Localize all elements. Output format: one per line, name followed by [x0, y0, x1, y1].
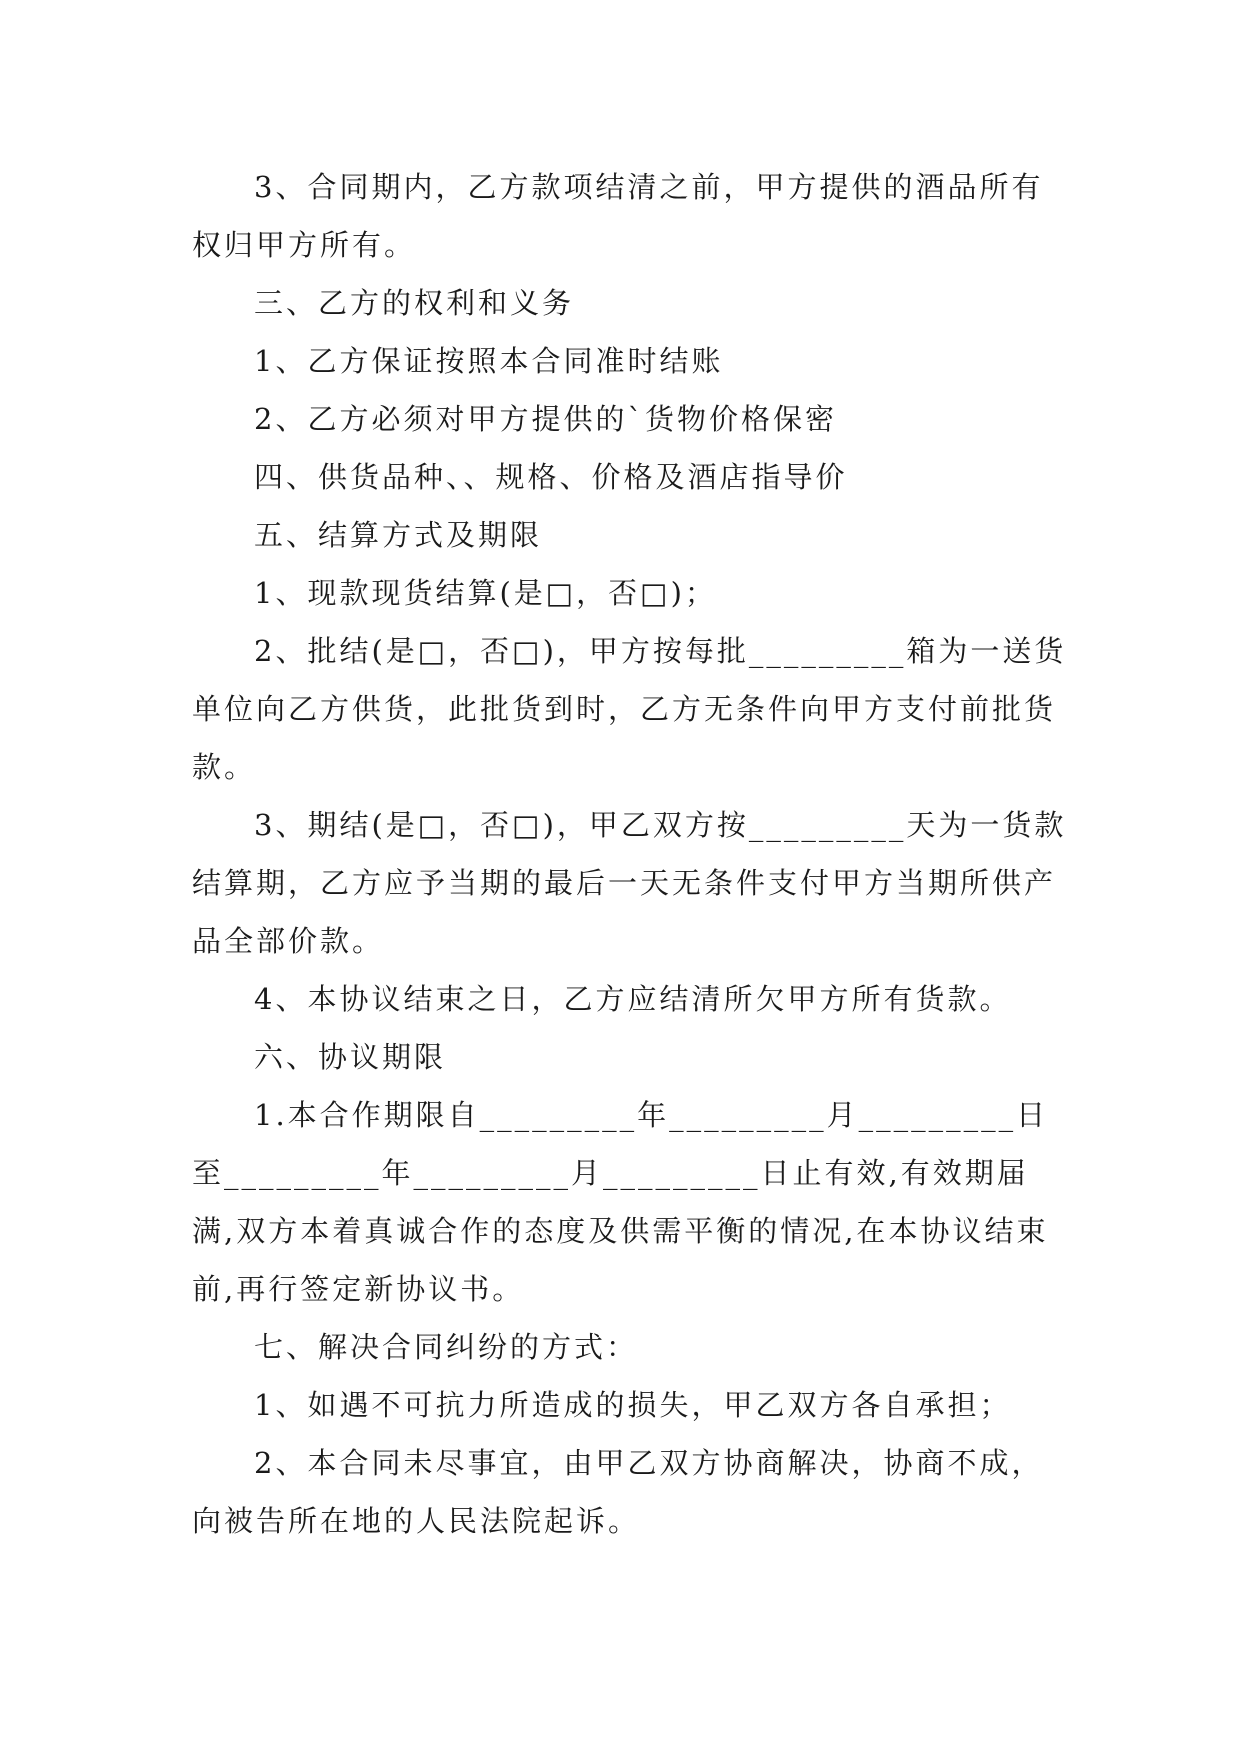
heading-party-b-rights: 三、乙方的权利和义务 — [254, 286, 575, 320]
paragraph-settle-on-time: 1、乙方保证按照本合同准时结账 — [254, 344, 724, 378]
paragraph-batch-settlement: 2、批结(是□，否□)，甲方按每批_________箱为一送货单位向乙方供货，此批货到时，乙方无条件向甲方支付前批货款。 — [192, 634, 1067, 784]
heading-supply-varieties: 四、供货品种、、规格、价格及酒店指导价 — [254, 460, 848, 494]
document-page — [192, 158, 1072, 1550]
paragraph-ownership: 3、合同期内，乙方款项结清之前，甲方提供的酒品所有权归甲方所有。 — [192, 170, 1044, 262]
paragraph-force-majeure: 1、如遇不可抗力所造成的损失，甲乙双方各自承担； — [254, 1388, 1012, 1422]
heading-agreement-term: 六、协议期限 — [254, 1040, 447, 1074]
paragraph-cash-settlement: 1、现款现货结算(是□，否□)； — [254, 576, 717, 610]
heading-settlement: 五、结算方式及期限 — [254, 518, 543, 552]
paragraph-price-confidential: 2、乙方必须对甲方提供的`货物价格保密 — [254, 402, 837, 436]
paragraph-final-settlement: 4、本协议结束之日，乙方应结清所欠甲方所有货款。 — [254, 982, 1012, 1016]
paragraph-period-settlement: 3、期结(是□，否□)，甲乙双方按_________天为一货款结算期，乙方应予当期的最后一天无条件支付甲方当期所供产品全部价款。 — [192, 808, 1067, 958]
paragraph-term-dates: 1.本合作期限自_________年_________月_________日至_________年_________月_________日止有效,有效期届满,双方本着真诚合作的态度及供需平衡的情况,在本协议结束前,再行签定新协议书。 — [192, 1098, 1049, 1306]
heading-dispute-resolution: 七、解决合同纠纷的方式： — [254, 1330, 639, 1364]
paragraph-litigation: 2、本合同未尽事宜，由甲乙双方协商解决，协商不成，向被告所在地的人民法院起诉。 — [192, 1446, 1044, 1538]
